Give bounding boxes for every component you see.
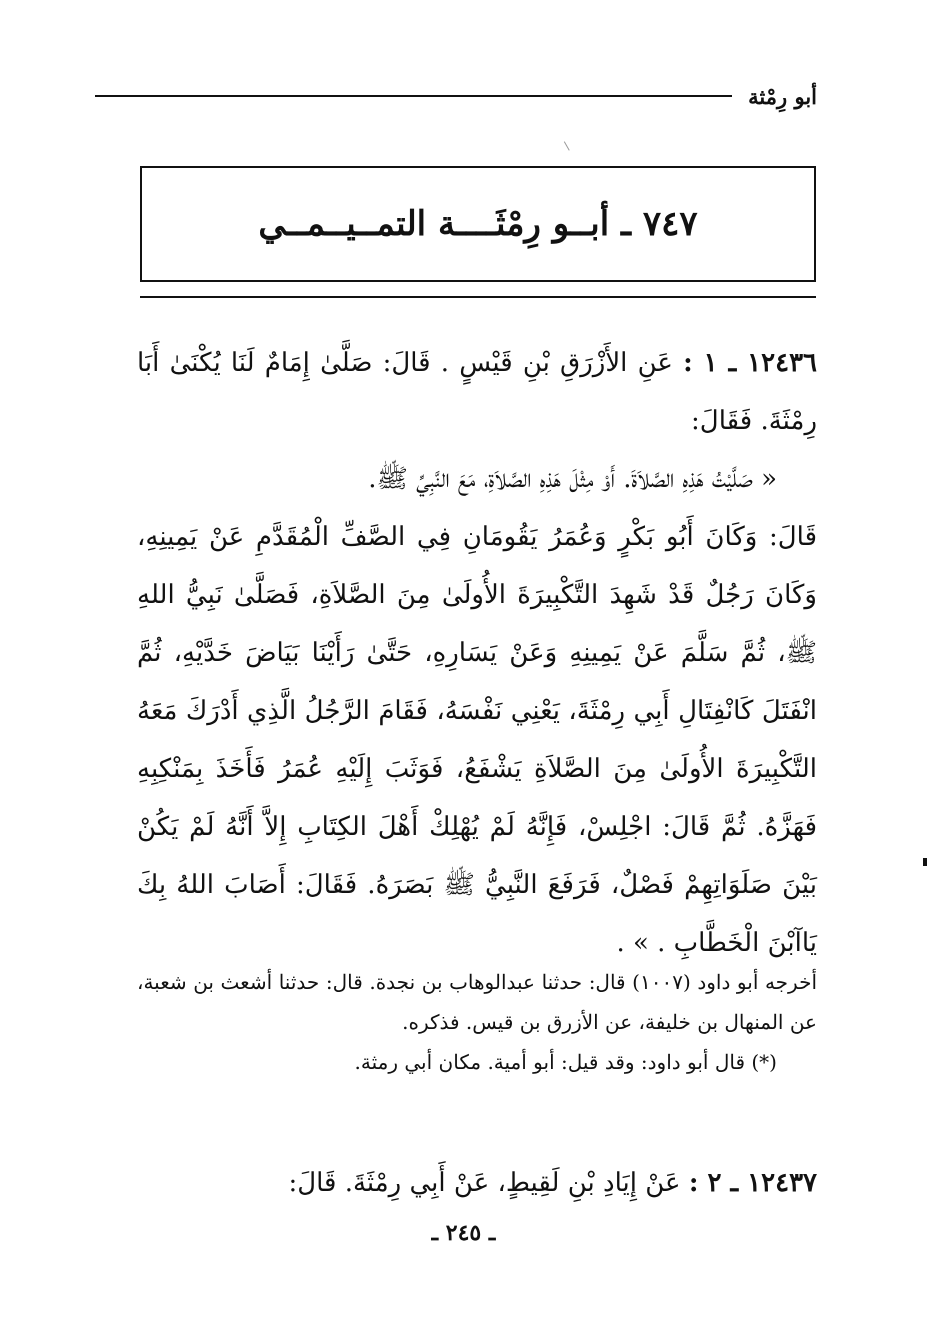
chapter-title: ٧٤٧ ـ أبــو رِمْثَــــة التمــيــمــي bbox=[258, 204, 698, 244]
hadith-1-quote-body: قَالَ: وَكَانَ أَبُو بَكْرٍ وَعُمَرُ يَقُومَانِ فِي الصَّفِّ الْمُقَدَّمِ عَنْ يَمِينِهِ، وَكَانَ رَجُلٌ قَدْ شَهِدَ التَّكْبِيرَةَ الأُولَىٰ مِنَ الصَّلاَةِ، فَصَلَّىٰ نَبِيُّ اللهِ ﷺ، ثُمَّ سَلَّمَ عَنْ يَمِينِهِ وَعَنْ يَسَارِهِ، حَتَّىٰ رَأَيْنَا بَيَاضَ خَدَّيْهِ، ثُمَّ انْفَتَلَ كَانْفِتَالِ أَبِي رِمْثَةَ، يَعْنِي نَفْسَهُ، فَقَامَ الرَّجُلُ الَّذِي أَدْرَكَ مَعَهُ التَّكْبِيرَةَ الأُولَىٰ مِنَ الصَّلاَةِ يَشْفَعُ، فَوَثَبَ إِلَيْهِ عُمَرُ فَأَخَذَ بِمَنْكِبِهِ فَهَزَّهُ. ثُمَّ قَالَ: اجْلِسْ، فَإِنَّهُ لَمْ يُهْلِكْ أَهْلَ الكِتَابِ إِلاَّ أَنَّهُ لَمْ يَكُنْ بَيْنَ صَلَوَاتِهِمْ فَصْلٌ، فَرَفَعَ النَّبِيُّ ﷺ بَصَرَهُ. فَقَالَ: أَصَابَ اللهُ بِكَ يَاآبْنَ الْخَطَّابِ . » . bbox=[137, 522, 817, 958]
scan-speck bbox=[564, 139, 573, 150]
hadith-1-number: ١٢٤٣٦ ـ ١ : bbox=[683, 348, 817, 378]
hadith-2-text: عَنْ إِيَادِ بْنِ لَقِيطٍ، عَنْ أَبِي رِمْثَةَ. قَالَ: bbox=[288, 1168, 681, 1198]
footnote-star-note: (*) قال أبو داود: وقد قيل: أبو أمية. مكان أبي رمثة. bbox=[354, 1050, 777, 1074]
margin-mark bbox=[923, 858, 927, 866]
page-number: ـ ٢٤٥ ـ bbox=[431, 1220, 496, 1246]
hadith-body bbox=[137, 334, 817, 972]
hadith-2-number: ١٢٤٣٧ ـ ٢ : bbox=[688, 1168, 817, 1198]
hadith-2-line bbox=[137, 1158, 817, 1208]
hadith-1-quote-line: « صَلَّيْتُ هَذِهِ الصَّلاَةَ. أَوْ مِثْلَ هَذِهِ الصَّلاَةِ، مَعَ النَّبِيِّ ﷺ. bbox=[368, 464, 777, 494]
running-head-title: أبو رِمْثة bbox=[748, 83, 817, 109]
footnote-takhrij: أخرجه أبو داود (١٠٠٧) قال: حدثنا عبدالوهاب بن نجدة. قال: حدثنا أشعث بن شعبة، عن المنهال بن خليفة، عن الأزرق بن قيس. فذكره. bbox=[137, 970, 818, 1034]
running-head bbox=[95, 76, 817, 116]
chapter-title-box bbox=[140, 166, 816, 282]
running-head-rule bbox=[95, 95, 732, 97]
chapter-divider bbox=[140, 296, 816, 298]
hadith-1-intro: عَنِ الأَزْرَقِ بْنِ قَيْسٍ . قَالَ: صَلَّىٰ إِمَامٌ لَنَا يُكْنَىٰ أَبَا رِمْثَةَ. فَقَالَ: bbox=[137, 348, 817, 436]
hadith-1-intro-paragraph bbox=[137, 334, 817, 450]
footnotes bbox=[137, 962, 817, 1082]
